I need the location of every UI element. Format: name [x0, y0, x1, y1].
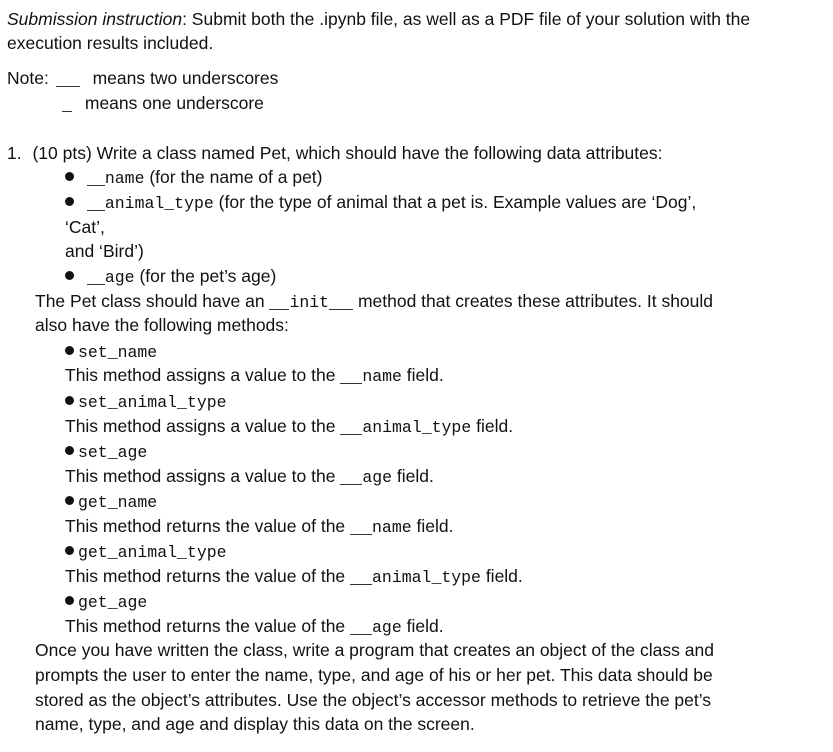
method-field: animal_type [362, 418, 472, 437]
method-desc [65, 364, 444, 388]
attribute-code: animal_type [104, 194, 214, 213]
method-suffix: field. [401, 365, 444, 385]
double-underscore [87, 210, 105, 211]
method-code: set_name [78, 343, 158, 362]
question-header [7, 142, 663, 164]
closing-line: Once you have written the class, write a program that creates an object of the class and [35, 640, 714, 660]
double-underscore [340, 383, 362, 384]
method-name [65, 540, 227, 564]
double-underscore [87, 185, 105, 186]
method-suffix: field. [471, 416, 514, 436]
submission-text: : Submit both the .ipynb file, as well as a PDF file of your solution with the [182, 9, 751, 29]
double-underscore [350, 534, 372, 535]
class-description-line-2: also have the following methods: [35, 315, 289, 335]
method-suffix: field. [480, 566, 523, 586]
method-code: set_age [78, 443, 148, 462]
method-name [65, 590, 147, 614]
attribute-desc: (for the name of a pet) [144, 167, 323, 187]
attribute-desc: (for the type of animal that a pet is. Example values are ‘Dog’, [213, 192, 697, 212]
method-code: set_animal_type [78, 393, 227, 412]
class-text: The Pet class should have an [35, 291, 265, 311]
method-desc-text: This method returns the value of the [65, 566, 346, 586]
method-desc-text: This method returns the value of the [65, 516, 346, 536]
attribute-item [65, 166, 323, 190]
method-field: age [372, 618, 402, 637]
submission-line-1 [7, 8, 750, 30]
attribute-desc-continued: ‘Cat’, [65, 217, 105, 237]
attribute-item [65, 191, 696, 215]
method-field: animal_type [372, 568, 481, 587]
method-suffix: field. [401, 616, 444, 636]
bullet-icon [65, 496, 74, 505]
class-text: method that creates these attributes. It should [357, 291, 714, 311]
method-desc [65, 615, 444, 639]
note-line-1 [7, 67, 278, 89]
method-name [65, 390, 227, 414]
method-suffix: field. [392, 466, 434, 486]
closing-line: prompts the user to enter the name, type, and age of his or her pet. This data should be [35, 665, 713, 685]
question-intro: (10 pts) Write a class named Pet, which should have the following data attributes: [32, 143, 663, 163]
method-desc [65, 415, 513, 439]
method-desc-text: This method assigns a value to the [65, 365, 336, 385]
bullet-icon [65, 546, 74, 555]
method-code: get_name [78, 493, 158, 512]
method-code: get_animal_type [78, 543, 227, 562]
method-name [65, 340, 157, 364]
double-underscore [329, 309, 353, 310]
method-field: name [372, 518, 412, 537]
init-code: init [289, 293, 330, 312]
bullet-icon [65, 197, 74, 206]
method-desc [65, 515, 453, 539]
question-number: 1. [7, 143, 22, 163]
double-underscore [340, 434, 362, 435]
method-field: name [362, 367, 402, 386]
double-underscore [340, 484, 362, 485]
submission-label: Submission instruction [7, 9, 183, 29]
method-desc-text: This method returns the value of the [65, 616, 346, 636]
bullet-icon [65, 271, 74, 280]
attribute-code: name [104, 169, 145, 188]
attribute-desc: (for the pet’s age) [134, 266, 277, 286]
bullet-icon [65, 446, 74, 455]
double-underscore [350, 584, 372, 585]
bullet-icon [65, 346, 74, 355]
class-description-line-1 [35, 290, 713, 314]
attribute-item [65, 265, 276, 289]
closing-line: name, type, and age and display this data on the screen. [35, 714, 475, 734]
method-field: age [362, 468, 393, 487]
note-label: Note: [7, 68, 49, 88]
double-underscore [269, 309, 289, 310]
bullet-icon [65, 172, 74, 181]
attribute-desc-continued: and ‘Bird’) [65, 241, 144, 261]
bullet-icon [65, 396, 74, 405]
method-code: get_age [78, 593, 148, 612]
note-double-text: means two underscores [92, 68, 279, 88]
bullet-icon [65, 596, 74, 605]
attribute-code: age [104, 268, 135, 287]
submission-line-2: execution results included. [7, 33, 214, 53]
note-single-text: means one underscore [84, 93, 264, 113]
double-underscore [87, 284, 105, 285]
method-desc [65, 565, 523, 589]
note-line-2 [62, 92, 264, 114]
double-underscore [350, 634, 372, 635]
closing-line: stored as the object’s attributes. Use the object’s accessor methods to retrieve the pet’s [35, 690, 712, 710]
double-underscore-sample [56, 86, 80, 87]
method-name [65, 490, 157, 514]
method-suffix: field. [411, 516, 454, 536]
method-desc-text: This method assigns a value to the [65, 416, 336, 436]
method-desc [65, 465, 434, 489]
single-underscore-sample [62, 111, 72, 112]
method-desc-text: This method assigns a value to the [65, 466, 336, 486]
method-name [65, 440, 147, 464]
